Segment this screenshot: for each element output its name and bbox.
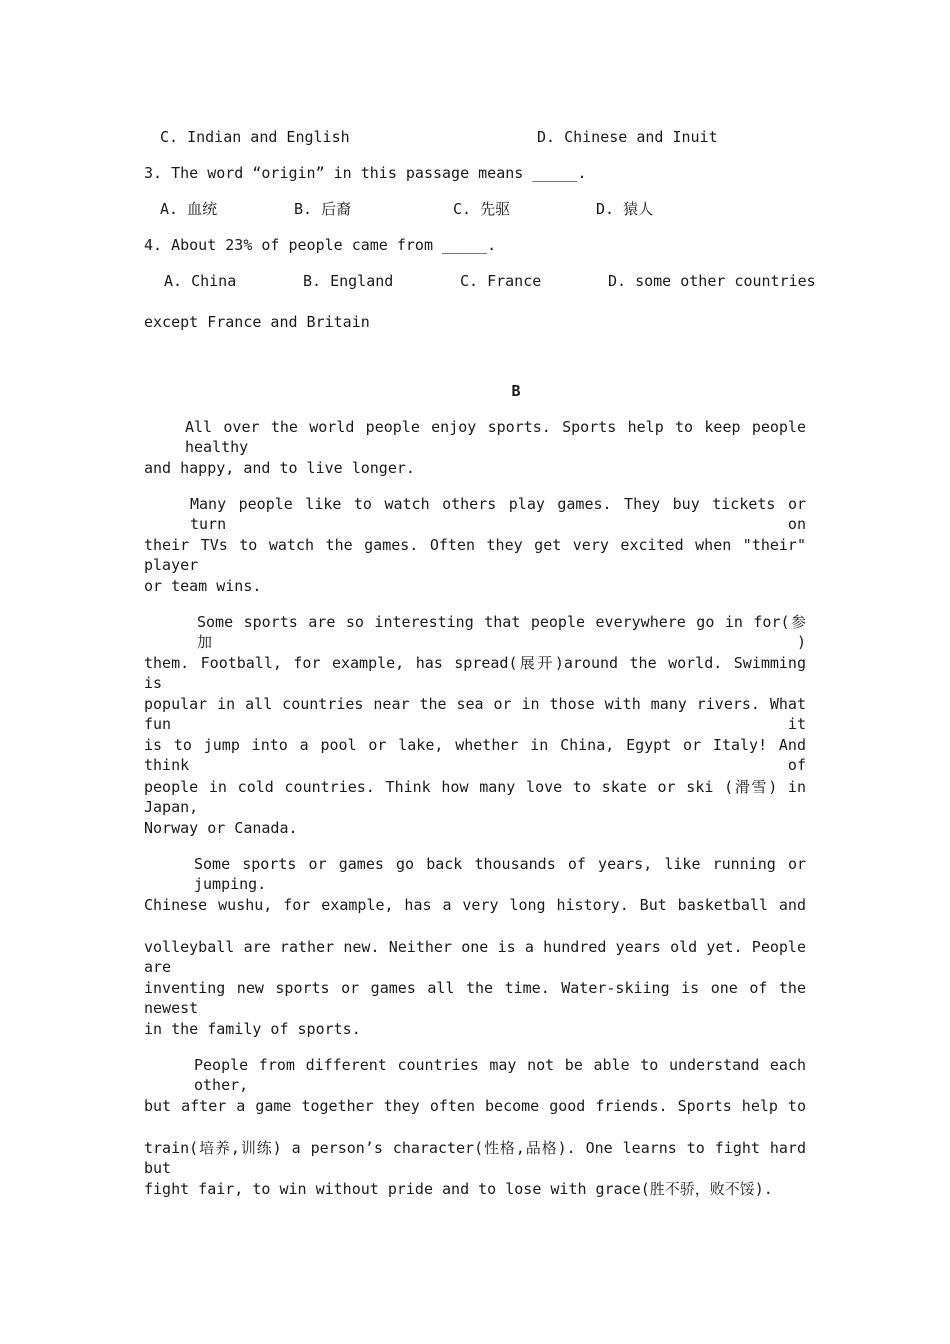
q4-stem: 4. About 23% of people came from _____. (144, 236, 497, 254)
q4-option-c: C. France (460, 272, 542, 290)
passage-line: them. Football, for example, has spread(展开)around the world. Swimming is (144, 654, 806, 692)
passage-line: and happy, and to live longer. (144, 459, 415, 477)
passage-line: train(培养,训练) a person’s character(性格,品格). One learns to fight hard but (144, 1139, 806, 1177)
q4-option-d: D. some other countries (608, 272, 816, 290)
passage-line: Some sports are so interesting that people everywhere go in for(参加) (197, 613, 806, 651)
passage-line: Many people like to watch others play games. They buy tickets or turn on (190, 495, 806, 533)
passage-line: inventing new sports or games all the time. Water-skiing is one of the newest (144, 979, 806, 1017)
passage-line: People from different countries may not be able to understand each other, (194, 1056, 806, 1094)
passage-line: but after a game together they often become good friends. Sports help to (144, 1097, 806, 1115)
q3-stem: 3. The word “origin” in this passage means _____. (144, 164, 587, 182)
q3-option-a: A. 血统 (160, 200, 218, 218)
q4-option-b: B. England (303, 272, 394, 290)
q4-option-a: A. China (164, 272, 237, 290)
q3-option-d: D. 猿人 (596, 200, 654, 218)
q4-option-d-continued: except France and Britain (144, 313, 370, 331)
passage-line: people in cold countries. Think how many love to skate or ski (滑雪) in Japan, (144, 778, 806, 816)
passage-line: Chinese wushu, for example, has a very long history. But basketball and (144, 896, 806, 914)
q2-option-d: D. Chinese and Inuit (537, 128, 718, 146)
q2-option-c: C. Indian and English (160, 128, 350, 146)
passage-line: Norway or Canada. (144, 819, 298, 837)
passage-line: or team wins. (144, 577, 262, 595)
section-b-title: B (511, 382, 521, 400)
passage-line: fight fair, to win without pride and to lose with grace(胜不骄，败不馁). (144, 1180, 773, 1198)
passage-line: volleyball are rather new. Neither one is a hundred years old yet. People are (144, 938, 806, 976)
q3-option-c: C. 先驱 (453, 200, 511, 218)
passage-line: Some sports or games go back thousands of years, like running or jumping. (194, 855, 806, 893)
q3-option-b: B. 后裔 (294, 200, 352, 218)
passage-line: in the family of sports. (144, 1020, 361, 1038)
passage-line: popular in all countries near the sea or in those with many rivers. What fun it (144, 695, 806, 733)
passage-line: their TVs to watch the games. Often they get very excited when "their" player (144, 536, 806, 574)
passage-line: is to jump into a pool or lake, whether in China, Egypt or Italy! And think of (144, 736, 806, 774)
passage-line: All over the world people enjoy sports. Sports help to keep people healthy (185, 418, 806, 456)
